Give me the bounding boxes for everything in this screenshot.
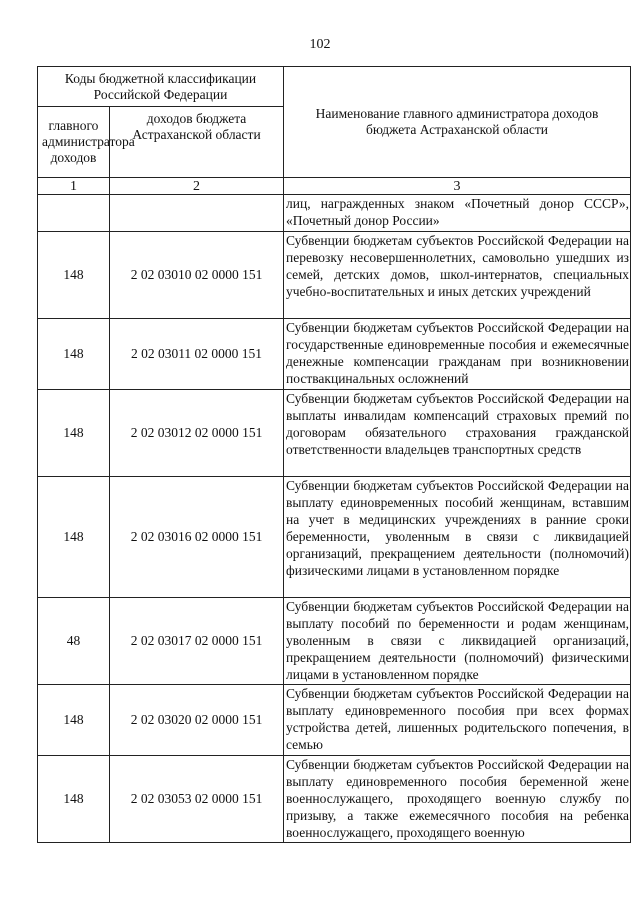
income-code-cell: 2 02 03017 02 0000 151 bbox=[110, 598, 284, 685]
budget-classification-table bbox=[37, 66, 631, 843]
admin-code-cell: 148 bbox=[38, 756, 110, 843]
income-code-cell: 2 02 03012 02 0000 151 bbox=[110, 390, 284, 477]
income-code-cell bbox=[110, 195, 284, 232]
table-row bbox=[38, 195, 631, 232]
table-row bbox=[38, 390, 631, 477]
admin-name-cell: Субвенции бюджетам субъектов Российской Федерации на выплату единовременных пособий женщинам, вставшим на учет в медицинских учреждениях в ранние сроки беременности, уволенным в связи с ликвидацией организаций, прекращением деятельности (полномочий) физическими лицами в установленном порядке bbox=[284, 477, 631, 598]
admin-code-cell: 148 bbox=[38, 319, 110, 390]
table-row bbox=[38, 319, 631, 390]
column-number-1: 1 bbox=[38, 178, 110, 195]
income-code-cell: 2 02 03010 02 0000 151 bbox=[110, 232, 284, 319]
admin-name-cell: Субвенции бюджетам субъектов Российской Федерации на выплату единовременного пособия беременной жене военнослужащего, проходящего военную службу по призыву, а также ежемесячного пособия на ребенка военнослужащего, проходящего военную bbox=[284, 756, 631, 843]
header-row-1 bbox=[38, 67, 631, 107]
table-row bbox=[38, 685, 631, 756]
page-number: 102 bbox=[309, 37, 331, 52]
table-row bbox=[38, 232, 631, 319]
admin-code-cell: 48 bbox=[38, 598, 110, 685]
column-number-2: 2 bbox=[110, 178, 284, 195]
header-group-cell: Коды бюджетной классификации Российской Федерации bbox=[38, 67, 284, 107]
income-code-cell: 2 02 03020 02 0000 151 bbox=[110, 685, 284, 756]
header-name-cell: Наименование главного администратора доходов бюджета Астраханской области bbox=[284, 67, 631, 178]
admin-code-cell bbox=[38, 195, 110, 232]
column-number-3: 3 bbox=[284, 178, 631, 195]
header-number-row bbox=[38, 178, 631, 195]
admin-name-cell: Субвенции бюджетам субъектов Российской Федерации на перевозку несовершеннолетних, самовольно ушедших из семей, детских домов, школ-интернатов, специальных учебно-воспитательных и иных детских учреждений bbox=[284, 232, 631, 319]
admin-name-cell: лиц, награжденных знаком «Почетный донор СССР», «Почетный донор России» bbox=[284, 195, 631, 232]
table-row bbox=[38, 477, 631, 598]
admin-code-cell: 148 bbox=[38, 685, 110, 756]
admin-code-cell: 148 bbox=[38, 477, 110, 598]
header-admin-cell: главного администратора доходов bbox=[38, 107, 110, 178]
admin-name-cell: Субвенции бюджетам субъектов Российской Федерации на выплату пособий по беременности и родам женщинам, уволенным в связи с ликвидацией организаций, прекращением деятельности (полномочий) физическими лицами в установленном порядке bbox=[284, 598, 631, 685]
admin-code-cell: 148 bbox=[38, 390, 110, 477]
admin-name-cell: Субвенции бюджетам субъектов Российской Федерации на выплату единовременного пособия при всех формах устройства детей, лишенных родительского попечения, в семью bbox=[284, 685, 631, 756]
admin-name-cell: Субвенции бюджетам субъектов Российской Федерации на государственные единовременные пособия и ежемесячные денежные компенсации гражданам при возникновении поствакцинальных осложнений bbox=[284, 319, 631, 390]
header-income-cell: доходов бюджета Астраханской области bbox=[110, 107, 284, 178]
income-code-cell: 2 02 03011 02 0000 151 bbox=[110, 319, 284, 390]
table-row bbox=[38, 756, 631, 843]
admin-name-cell: Субвенции бюджетам субъектов Российской Федерации на выплаты инвалидам компенсаций страховых премий по договорам обязательного страхования гражданской ответственности владельцев транспортных средств bbox=[284, 390, 631, 477]
table-row bbox=[38, 598, 631, 685]
admin-code-cell: 148 bbox=[38, 232, 110, 319]
income-code-cell: 2 02 03016 02 0000 151 bbox=[110, 477, 284, 598]
income-code-cell: 2 02 03053 02 0000 151 bbox=[110, 756, 284, 843]
